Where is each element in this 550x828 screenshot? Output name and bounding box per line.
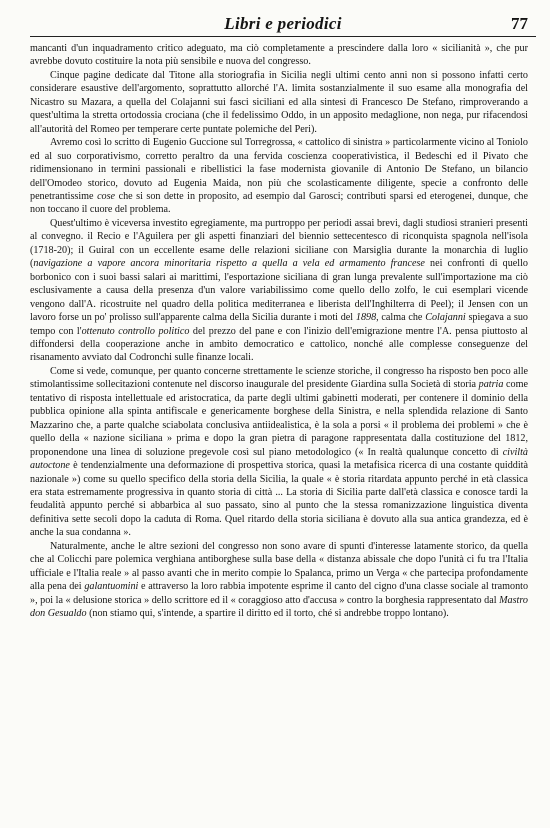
- text-run: Quest'ultimo è viceversa investito egregiamente, ma purtroppo per periodi assai brevi, dagli studiosi stranieri presenti al convegno. il Recio e l'Aguilera per gli aspetti finanziari del biennio settecentesco di riconquista spagnola nell'isola (1718-20); il Guiral con un eccellente esame delle relazioni siciliane con Marsiglia durante la monarchia di luglio (: [30, 217, 528, 270]
- paragraph-6: [30, 540, 528, 621]
- italic-run: galantuomini: [84, 581, 139, 593]
- page-number: 77: [511, 14, 528, 33]
- text-run: Cinque pagine dedicate dal Titone alla storiografia in Sicilia negli ultimi cento anni non si possono infatti certo considerare esaustive dell'argomento, soprattutto allorché l'A. limita sostanzialmente il suo esame alla monografia del Nicastro su Mazara, a quella del Colajanni sui fasci siciliani ed alla sintesi di Francesco De Stefano, rimproverando a quest'ultima la stretta ortodossia crociana (che il fedelissimo Oddo, in un apposito medaglione, non nega, pur rifacendosi all'autorità del Romeo per temperare certe puntate polemiche del Peri).: [30, 69, 528, 135]
- text-run: che si son dette in proposito, ad esempio dal Garosci; contributi sparsi ed eterogenei, dunque, che non toccano il cuore del problema.: [30, 190, 528, 216]
- paragraph-1: [30, 42, 528, 69]
- text-run: spiegava a suo tempo con l': [30, 312, 528, 337]
- text-run: nei confronti di quello borbonico con i suoi bassi salari ai marittimi, l'esportazione siciliana di gran lunga prevalente sull'importazione ma ciò esclusivamente a causa della presenza d'un valore variabilissimo come quello dello zolfo, le cui esemplari vicende vengono dall'A. ricostruite nel quadro della politica mediterranea e liberista dell'Inghilterra di Peel); il Jensen con un lavoro forse un po' prolisso sull'apparente calma della Sicilia durante i moti del: [30, 258, 528, 324]
- italic-run: civiltà autoctone: [30, 446, 528, 472]
- text-run: , calma che: [376, 312, 426, 324]
- italic-run: patria: [478, 379, 504, 391]
- paragraph-5: [30, 365, 528, 540]
- paragraph-4: [30, 217, 528, 365]
- text-run: Naturalmente, anche le altre sezioni del congresso non sono avare di spunti d'interesse latamente storico, da quella che al Colicchi pare polemica verghiana antiborghese sulla base della « distanza abissale che dopo l'unità ci fu tra l'Italia ufficiale e l'Italia reale » al passo avanti che in merito compie lo Spalanca, primo un Verga « che partecipa profondamente alla pena dei: [30, 540, 528, 593]
- text-run: Avremo così lo scritto di Eugenio Guccione sul Torregrossa, « cattolico di sinistra » particolarmente vicino al Toniolo ed al suo corporativismo, corretto peraltro da una fervida coscienza cooperativistica, il Bedeschi ed il Pivato che ridimensionano in termini passionali e ribellistici la fase modernista giovanile di Antonio De Stefano, un bilancio dell'Omodeo storico, dovuto ad Eugenia Maida, non più che scolasticamente diligente, specie a confronto delle penetrantissime: [30, 137, 528, 202]
- italic-run: Colajanni: [425, 312, 466, 324]
- body-text: [30, 42, 528, 620]
- text-run: mancanti d'un inquadramento critico adeguato, ma ciò completamente a prescindere dalla loro « sicilianità », che pur avrebbe dovuto costituire la nota più sensibile e nuova del congresso.: [30, 43, 528, 68]
- italic-run: navigazione a vapore ancora minoritaria rispetto a quella a vela ed armamento francese: [33, 258, 425, 270]
- italic-run: ottenuto controllo politico: [81, 325, 190, 337]
- text-run: (non stiamo qui, s'intende, a spartire il diritto ed il torto, ché si andrebbe troppo lontano).: [86, 608, 449, 620]
- italic-run: 1898: [355, 312, 377, 324]
- text-run: è tendenzialmente una deformazione di prospettiva storica, quasi la metafisica ricerca di una costante quiddità nazionale ») come su quello specifico della storia della Sicilia, la quale « è storia ritardata appunto perché in età classica era stata estremamente progressiva in quanto storia di città ... La storia di Sicilia parte dall'età classica e conosce tardi la feudalità appunto perché si abbarbica al suo passato, sino al punto che la stessa romanizzazione linguistica diventa definitiva sette secoli dopo la caduta di Roma. Quel ritardo della storia siciliana è dovuto alla sua antica grandezza, ed è anche la sua condanna ».: [30, 460, 528, 539]
- text-run: Come si vede, comunque, per quanto concerne strettamente le scienze storiche, il congresso ha risposto ben poco alle stimolantissime sollecitazioni contenute nel discorso inaugurale del presidente Giardina sulla Società di storia: [30, 365, 528, 391]
- italic-run: cose: [97, 190, 116, 202]
- text-run: come tentativo di risposta intellettuale ed aristocratica, da parte degli ultimi gabinetti moderati, per contenere il dominio della pubblica opinione alla spinta antifiscale e genericamente borghese della Sinistra, e nella splendida relazione di Santo Mazzarino che, a parte qualche sciabolata conclusiva antiidealistica, è la sola a porsi « il problema dei problemi » che è quello della « nazione siciliana » prima e dopo la gran pietra di paragone rappresentata dalla costituzione del 1812, proponendone una linea di soluzione pregevole così sul piano metodologico (« In realtà qualunque concetto di: [30, 379, 528, 458]
- header-rule: [30, 36, 536, 37]
- italic-run: Mastro don Gesualdo: [30, 594, 528, 620]
- text-run: e attraverso la loro rabbia impotente esprime il canto del cigno d'una classe sociale al tramonto », poi la « delusione storica » dello scrittore ed il « coraggioso atto d'accusa » contro la borghesia rappresentato dal: [30, 581, 529, 606]
- paragraph-3: [30, 136, 528, 217]
- running-title: Libri e periodici: [224, 14, 342, 33]
- text-run: del prezzo del pane e con l'inizio dell'emigrazione mentre l'A. pensa piuttosto al diffondersi della cooperazione anche in ambito democratico e cattolico, nonché alle complesse conseguenze del risanamento avviato dal Codronchi sulle finanze locali.: [30, 325, 528, 364]
- running-header: [30, 8, 536, 38]
- paragraph-2: [30, 69, 528, 136]
